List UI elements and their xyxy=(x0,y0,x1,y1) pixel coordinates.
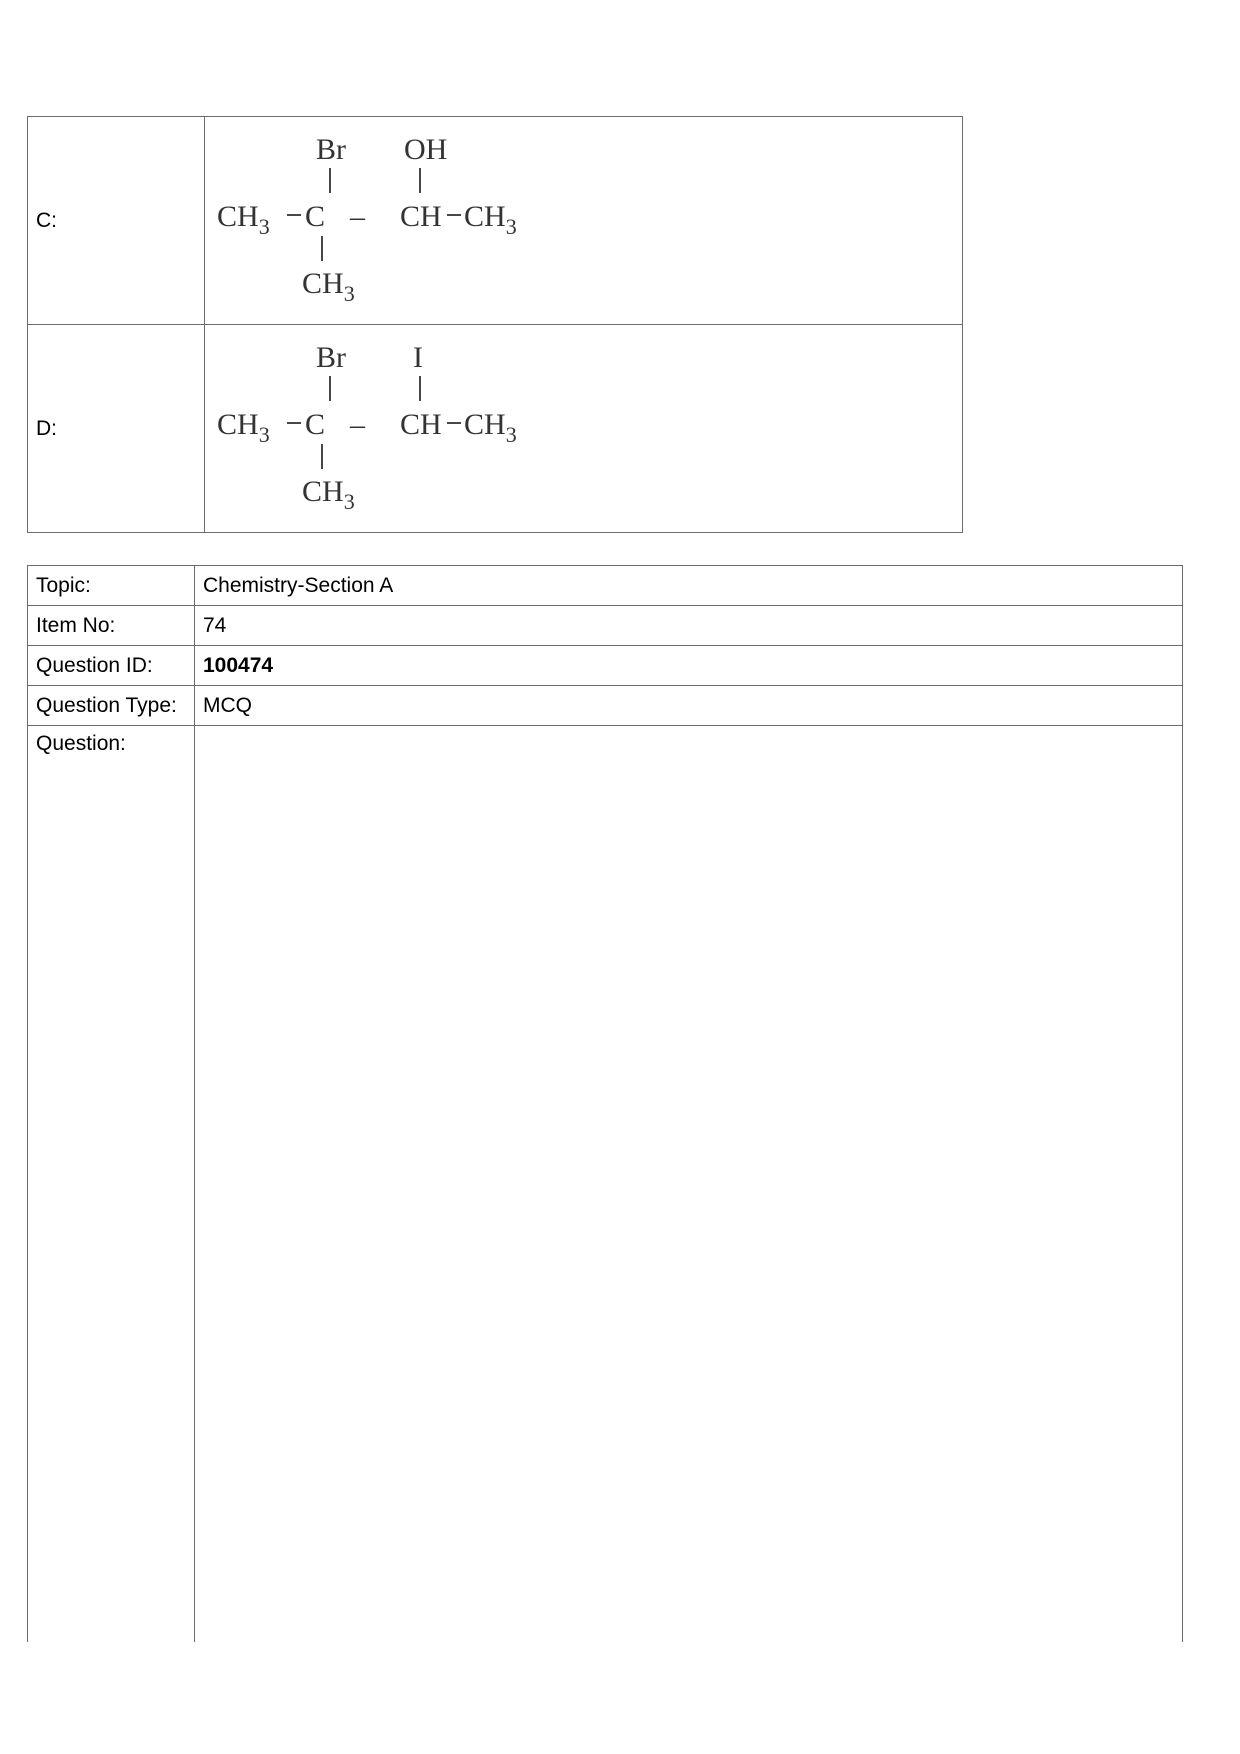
structural-formula xyxy=(205,121,605,321)
formula-right-atom: CH xyxy=(400,199,442,233)
question-meta-table xyxy=(27,565,1183,1642)
formula-right-group: $CH_3$ xyxy=(464,199,517,239)
formula-right-group: $CH_3$ xyxy=(464,407,517,447)
formula-bond-dash: – xyxy=(350,407,365,441)
meta-row-topic xyxy=(28,566,1183,606)
option-row-d xyxy=(28,325,963,533)
formula-top-right: OH xyxy=(404,132,448,166)
meta-row-qtype xyxy=(28,686,1183,726)
question-body xyxy=(195,726,1183,1643)
formula-right-atom: CH xyxy=(400,407,442,441)
topic-value: Chemistry-Section A xyxy=(195,566,1183,606)
option-formula-cell xyxy=(205,117,963,325)
meta-row-qid xyxy=(28,646,1183,686)
question-type-label: Question Type: xyxy=(28,686,195,726)
formula-center-atom: C xyxy=(305,407,326,441)
item-no-label: Item No: xyxy=(28,606,195,646)
formula-center-atom: C xyxy=(305,199,326,233)
formula-top-left: Br xyxy=(316,340,346,374)
formula-bond-dash: – xyxy=(350,199,365,233)
formula-bottom-group: $CH_3$ xyxy=(302,474,355,514)
item-no-value: 74 xyxy=(195,606,1183,646)
formula-top-right: I xyxy=(413,340,423,374)
option-label: C: xyxy=(28,117,205,325)
formula-bottom-group: $CH_3$ xyxy=(302,266,355,306)
question-type-value: MCQ xyxy=(195,686,1183,726)
option-row-c xyxy=(28,117,963,325)
options-table xyxy=(27,116,963,533)
meta-row-item xyxy=(28,606,1183,646)
topic-label: Topic: xyxy=(28,566,195,606)
formula-left-group: $CH_3$ xyxy=(217,199,270,239)
structural-formula xyxy=(205,329,605,529)
question-label: Question: xyxy=(28,726,195,1643)
option-label: D: xyxy=(28,325,205,533)
option-formula-cell xyxy=(205,325,963,533)
question-id-label: Question ID: xyxy=(28,646,195,686)
question-id-value: 100474 xyxy=(195,646,1183,686)
formula-left-group: $CH_3$ xyxy=(217,407,270,447)
meta-row-question xyxy=(28,726,1183,1643)
formula-top-left: Br xyxy=(316,132,346,166)
